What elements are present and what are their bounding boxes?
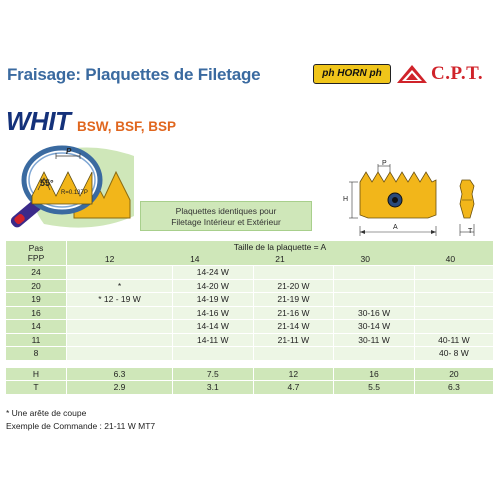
- table-cell: * 12 - 19 W: [67, 293, 173, 307]
- table-cell: [414, 279, 493, 293]
- table-cell: 14-14 W: [172, 320, 253, 334]
- table-cell: [414, 306, 493, 320]
- dim-a-label: A: [393, 224, 398, 231]
- section-title: WHIT: [6, 106, 71, 136]
- dim-p-label: P: [382, 160, 387, 167]
- dim-t-label: T: [468, 228, 473, 235]
- table-cell: [334, 279, 415, 293]
- table-cell: 14-19 W: [172, 293, 253, 307]
- table-cell: [414, 293, 493, 307]
- fpp-cell: 14: [6, 320, 67, 334]
- table-cell: 6.3: [414, 381, 493, 395]
- table-cell: 30-14 W: [334, 320, 415, 334]
- footnote-order-example: Exemple de Commande : 21-11 W MT7: [6, 421, 156, 431]
- cpt-logo: C.P.T.: [431, 63, 484, 84]
- table-cell: 7.5: [172, 367, 253, 381]
- table-row: [6, 333, 494, 347]
- table-cell: 30-16 W: [334, 306, 415, 320]
- pas-fpp-header: [6, 241, 67, 266]
- pitch-label: P: [66, 147, 72, 156]
- size-21: 21: [275, 254, 285, 264]
- table-cell: [414, 266, 493, 280]
- table-cell: 40- 8 W: [414, 347, 493, 361]
- size-40: 40: [445, 254, 456, 264]
- dim-label-cell: T: [6, 381, 67, 395]
- pas-label: Pas: [28, 243, 44, 253]
- fpp-label: FPP: [27, 253, 45, 263]
- magnifier-thread-illustration: [4, 138, 140, 238]
- page-title: Fraisage: Plaquettes de Filetage: [7, 65, 261, 84]
- footnote-single-edge: * Une arête de coupe: [6, 408, 87, 418]
- fpp-cell: 24: [6, 266, 67, 280]
- table-cell: 40-11 W: [414, 333, 493, 347]
- table-cell: 21-16 W: [253, 306, 334, 320]
- fpp-cell: 8: [6, 347, 67, 361]
- table-cell: 14-16 W: [172, 306, 253, 320]
- table-cell: 21-19 W: [253, 293, 334, 307]
- table-cell: 12: [253, 367, 334, 381]
- table-cell: [172, 347, 253, 361]
- fpp-cell: 11: [6, 333, 67, 347]
- size-30: 30: [360, 254, 370, 264]
- thread-standards: BSW, BSF, BSP: [77, 119, 177, 134]
- dim-h-label: H: [343, 196, 349, 203]
- table-cell: 6.3: [67, 367, 173, 381]
- fpp-cell: 16: [6, 306, 67, 320]
- table-cell: [334, 347, 415, 361]
- note-line-1: Plaquettes identiques pour: [175, 206, 277, 216]
- table-header-row: [6, 241, 494, 266]
- note-line-2: Filetage Intérieur et Extérieur: [171, 217, 281, 227]
- table-cell: [334, 266, 415, 280]
- table-cell: 3.1: [172, 381, 253, 395]
- size-14: 14: [190, 254, 200, 264]
- table-cell: 20: [414, 367, 493, 381]
- table-cell: [67, 266, 173, 280]
- size-header: Taille de la plaquette = A: [233, 242, 327, 252]
- horn-logo: ph HORN ph: [313, 64, 391, 84]
- table-cell: 14-11 W: [172, 333, 253, 347]
- table-spacer: [6, 360, 494, 367]
- table-cell: 21-14 W: [253, 320, 334, 334]
- cpt-logo-mark: [396, 64, 428, 84]
- table-cell: [67, 333, 173, 347]
- table-row: [6, 266, 494, 280]
- table-row: [6, 320, 494, 334]
- table-cell: 5.5: [334, 381, 415, 395]
- radius-label: R=0.137P: [61, 190, 88, 196]
- size-header-cell: [67, 241, 494, 266]
- table-cell: [67, 347, 173, 361]
- table-cell: [334, 293, 415, 307]
- table-cell: [67, 320, 173, 334]
- identical-inserts-note: [140, 201, 312, 231]
- table-cell: [253, 347, 334, 361]
- angle-label: 55°: [40, 178, 54, 188]
- table-row: [6, 347, 494, 361]
- fpp-cell: 19: [6, 293, 67, 307]
- table-cell: 21-11 W: [253, 333, 334, 347]
- table-row: [6, 293, 494, 307]
- table-row: [6, 279, 494, 293]
- table-cell: 4.7: [253, 381, 334, 395]
- dim-label-cell: H: [6, 367, 67, 381]
- table-cell: 30-11 W: [334, 333, 415, 347]
- table-cell: [253, 266, 334, 280]
- dimension-row-t: [6, 381, 494, 395]
- dimension-row-h: [6, 367, 494, 381]
- table-cell: [414, 320, 493, 334]
- table-cell: 14-20 W: [172, 279, 253, 293]
- table-cell: [67, 306, 173, 320]
- table-cell: *: [67, 279, 173, 293]
- table-row: [6, 306, 494, 320]
- size-row: [67, 253, 493, 265]
- table-cell: 2.9: [67, 381, 173, 395]
- table-cell: 21-20 W: [253, 279, 334, 293]
- fpp-cell: 20: [6, 279, 67, 293]
- table-cell: 14-24 W: [172, 266, 253, 280]
- size-12: 12: [104, 254, 115, 264]
- table-cell: 16: [334, 367, 415, 381]
- thread-insert-table: [6, 241, 494, 395]
- insert-dimension-drawing: [340, 160, 500, 244]
